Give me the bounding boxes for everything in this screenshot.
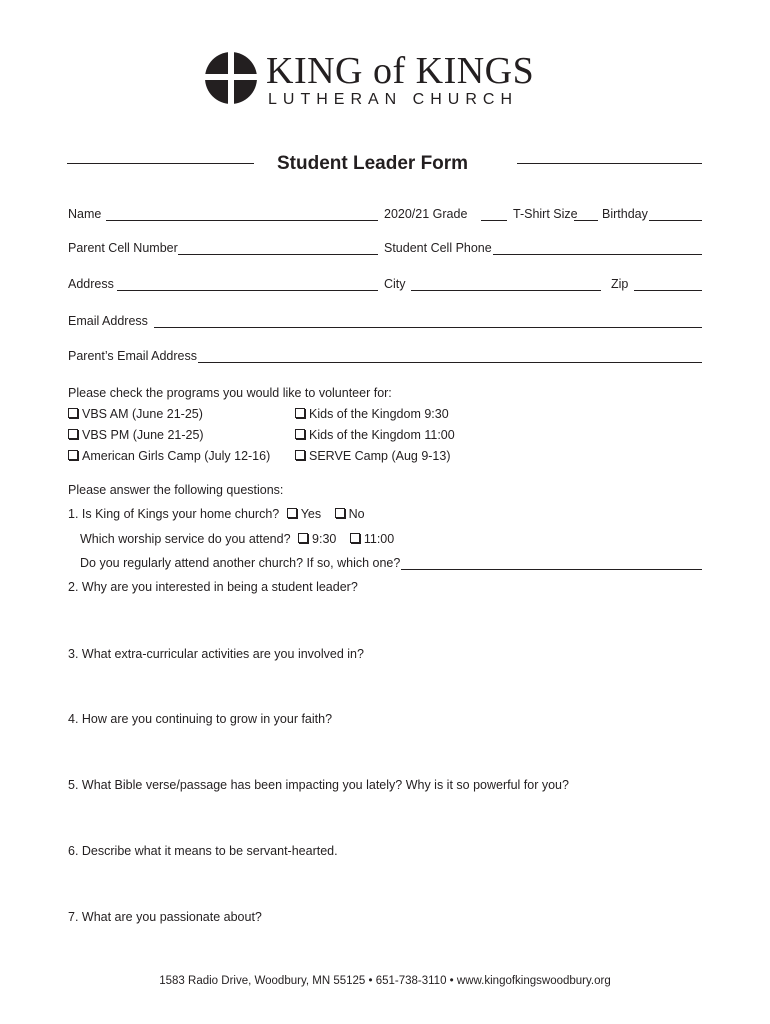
checkbox-icon[interactable] [335, 508, 345, 518]
grade-label: 2020/21 Grade [384, 207, 468, 221]
footer-contact: 1583 Radio Drive, Woodbury, MN 55125 • 651-738-3110 • www.kingofkingswoodbury.org [159, 975, 611, 987]
question-6: 6. Describe what it means to be servant-hearted. [68, 844, 338, 858]
parent-email-field[interactable] [198, 362, 702, 363]
parent-cell-field[interactable] [178, 254, 378, 255]
city-label: City [384, 277, 406, 291]
question-3: 3. What extra-curricular activities are you involved in? [68, 647, 364, 661]
question-2: 2. Why are you interested in being a student leader? [68, 580, 358, 594]
city-field[interactable] [411, 290, 601, 291]
question-7: 7. What are you passionate about? [68, 910, 262, 924]
zip-field[interactable] [634, 290, 702, 291]
form-title: Student Leader Form [277, 153, 469, 174]
question-5: 5. What Bible verse/passage has been impacting you lately? Why is it so powerful for you? [68, 778, 569, 792]
tshirt-field[interactable] [574, 220, 598, 221]
program-option-serve-camp[interactable]: SERVE Camp (Aug 9-13) [295, 450, 451, 463]
checkbox-icon[interactable] [295, 450, 305, 460]
question-1-other-church: Do you regularly attend another church? If so, which one? [80, 556, 401, 570]
other-church-field[interactable] [401, 569, 702, 570]
birthday-field[interactable] [649, 220, 702, 221]
cross-circle-icon [204, 50, 258, 106]
service-930-option[interactable]: 9:30 [298, 532, 336, 546]
yes-option[interactable]: Yes [287, 507, 321, 521]
parent-cell-label: Parent Cell Number [68, 241, 178, 255]
questions-prompt: Please answer the following questions: [68, 483, 284, 497]
question-4: 4. How are you continuing to grow in your faith? [68, 712, 333, 726]
parent-email-label: Parent’s Email Address [68, 349, 197, 363]
program-option-vbs-am[interactable]: VBS AM (June 21-25) [68, 408, 203, 421]
program-option-american-girls[interactable]: American Girls Camp (July 12-16) [68, 450, 270, 463]
checkbox-icon[interactable] [295, 429, 305, 439]
question-1-service: Which worship service do you attend? 9:30 11:00 [80, 532, 395, 546]
logo-title: KING of KINGS [266, 50, 535, 92]
checkbox-icon[interactable] [295, 408, 305, 418]
address-label: Address [68, 277, 114, 291]
program-option-vbs-pm[interactable]: VBS PM (June 21-25) [68, 429, 204, 442]
tshirt-label: T-Shirt Size [513, 207, 578, 221]
program-option-kids-1100[interactable]: Kids of the Kingdom 11:00 [295, 429, 455, 442]
title-rule-right [517, 163, 702, 164]
title-rule-left [67, 163, 254, 164]
logo-subtitle: LUTHERAN CHURCH [268, 91, 519, 108]
zip-label: Zip [611, 277, 629, 291]
checkbox-icon[interactable] [68, 408, 78, 418]
programs-prompt: Please check the programs you would like to volunteer for: [68, 386, 392, 400]
email-label: Email Address [68, 314, 148, 328]
service-1100-option[interactable]: 11:00 [350, 532, 394, 546]
grade-field[interactable] [481, 220, 507, 221]
checkbox-icon[interactable] [68, 450, 78, 460]
no-option[interactable]: No [335, 507, 365, 521]
address-field[interactable] [117, 290, 378, 291]
checkbox-icon[interactable] [68, 429, 78, 439]
student-cell-field[interactable] [493, 254, 702, 255]
checkbox-icon[interactable] [350, 533, 360, 543]
church-logo [204, 50, 564, 110]
student-cell-label: Student Cell Phone [384, 241, 492, 255]
birthday-label: Birthday [602, 207, 648, 221]
program-option-kids-930[interactable]: Kids of the Kingdom 9:30 [295, 408, 449, 421]
name-label: Name [68, 207, 102, 221]
question-1: 1. Is King of Kings your home church? Yes No [68, 507, 365, 521]
email-field[interactable] [154, 327, 702, 328]
checkbox-icon[interactable] [298, 533, 308, 543]
name-field[interactable] [106, 220, 378, 221]
checkbox-icon[interactable] [287, 508, 297, 518]
